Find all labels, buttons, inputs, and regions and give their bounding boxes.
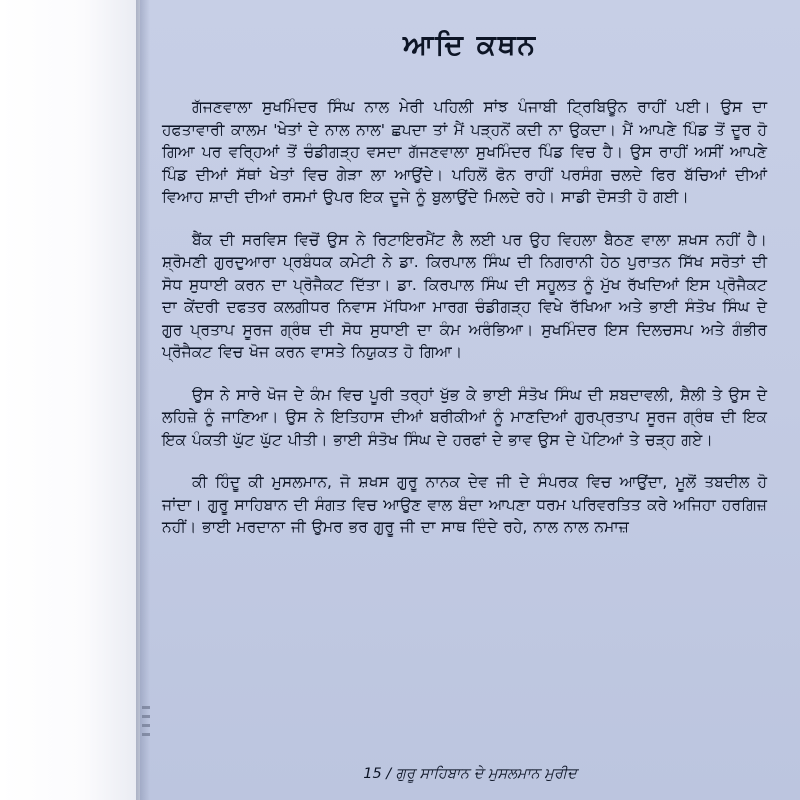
paragraph-3: ਉਸ ਨੇ ਸਾਰੇ ਖੋਜ ਦੇ ਕੰਮ ਵਿਚ ਪੂਰੀ ਤਰ੍ਹਾਂ ਖੁੱਭ ਕੇ ਭਾਈ ਸੰਤੋਖ ਸਿੰਘ ਦੀ ਸ਼ਬਦਾਵਲੀ, ਸ਼ੈਲੀ ਤੇ ਉਸ ਦੇ ਲਹਿਜ਼ੇ ਨੂੰ ਜਾਣਿਆ। ਉਸ ਨੇ ਇਤਿਹਾਸ ਦੀਆਂ ਬਰੀਕੀਆਂ ਨੂੰ ਮਾਣਦਿਆਂ ਗੁਰਪ੍ਰਤਾਪ ਸੂਰਜ ਗ੍ਰੰਥ ਦੀ ਇਕ ਇਕ ਪੰਕਤੀ ਘੁੱਟ ਘੁੱਟ ਪੀਤੀ। ਭਾਈ ਸੰਤੋਖ ਸਿੰਘ ਦੇ ਹਰਫਾਂ ਦੇ ਭਾਵ ਉਸ ਦੇ ਪੋਟਿਆਂ ਤੇ ਚੜ੍ਹ ਗਏ।: [162, 385, 767, 449]
facing-page-edge: [0, 0, 140, 800]
page-edge-marks: [140, 700, 152, 790]
chapter-title: ਆਦਿ ਕਥਨ: [402, 28, 538, 61]
book-page: [140, 0, 800, 800]
page-body: [162, 96, 767, 559]
paragraph-2: ਬੈਂਕ ਦੀ ਸਰਵਿਸ ਵਿਚੋਂ ਉਸ ਨੇ ਰਿਟਾਇਰਮੈਂਟ ਲੈ ਲਈ ਪਰ ਉਹ ਵਿਹਲਾ ਬੈਠਣ ਵਾਲਾ ਸ਼ਖਸ ਨਹੀਂ ਹੈ। ਸ਼੍ਰੋਮਣੀ ਗੁਰਦੁਆਰਾ ਪ੍ਰਬੰਧਕ ਕਮੇਟੀ ਨੇ ਡਾ. ਕਿਰਪਾਲ ਸਿੰਘ ਦੀ ਨਿਗਰਾਨੀ ਹੇਠ ਪੁਰਾਤਨ ਸਿੱਖ ਸਰੋਤਾਂ ਦੀ ਸੋਧ ਸੁਧਾਈ ਕਰਨ ਦਾ ਪ੍ਰੋਜੈਕਟ ਦਿੱਤਾ। ਡਾ. ਕਿਰਪਾਲ ਸਿੰਘ ਦੀ ਸਹੂਲਤ ਨੂੰ ਮੁੱਖ ਰੱਖਦਿਆਂ ਇਸ ਪ੍ਰੋਜੈਕਟ ਦਾ ਕੇਂਦਰੀ ਦਫਤਰ ਕਲਗੀਧਰ ਨਿਵਾਸ ਮੱਧਿਆ ਮਾਰਗ ਚੰਡੀਗੜ੍ਹ ਵਿਖੇ ਰੱਖਿਆ ਅਤੇ ਭਾਈ ਸੰਤੋਖ ਸਿੰਘ ਦੇ ਗੁਰ ਪ੍ਰਤਾਪ ਸੂਰਜ ਗ੍ਰੰਥ ਦੀ ਸੋਧ ਸੁਧਾਈ ਦਾ ਕੰਮ ਅਰੰਭਿਆ। ਸੁਖਮਿੰਦਰ ਇਸ ਦਿਲਚਸਪ ਅਤੇ ਗੰਭੀਰ ਪ੍ਰੋਜੈਕਟ ਵਿਚ ਖੋਜ ਕਰਨ ਵਾਸਤੇ ਨਿਯੁਕਤ ਹੋ ਗਿਆ।: [162, 230, 767, 361]
page-footer: 15 / ਗੁਰੂ ਸਾਹਿਬਾਨ ਦੇ ਮੁਸਲਮਾਨ ਮੁਰੀਦ: [363, 766, 577, 782]
paragraph-1: ਗੱਜਣਵਾਲਾ ਸੁਖਮਿੰਦਰ ਸਿੰਘ ਨਾਲ ਮੇਰੀ ਪਹਿਲੀ ਸਾਂਝ ਪੰਜਾਬੀ ਟ੍ਰਿਬਿਊਨ ਰਾਹੀਂ ਪਈ। ਉਸ ਦਾ ਹਫਤਾਵਾਰੀ ਕਾਲਮ 'ਖੇਤਾਂ ਦੇ ਨਾਲ ਨਾਲ' ਛਪਦਾ ਤਾਂ ਮੈਂ ਪੜ੍ਹਨੋਂ ਕਦੀ ਨਾ ਉਕਦਾ। ਮੈਂ ਆਪਣੇ ਪਿੰਡ ਤੋਂ ਦੂਰ ਹੋ ਗਿਆ ਪਰ ਵਰ੍ਹਿਆਂ ਤੋਂ ਚੰਡੀਗੜ੍ਹ ਵਸਦਾ ਗੱਜਣਵਾਲਾ ਸੁਖਮਿੰਦਰ ਪਿੰਡ ਵਿਚ ਹੈ। ਉਸ ਰਾਹੀਂ ਅਸੀਂ ਆਪਣੇ ਪਿੰਡ ਦੀਆਂ ਸੱਥਾਂ ਖੇਤਾਂ ਵਿਚ ਗੇੜਾ ਲਾ ਆਉਂਦੇ। ਪਹਿਲੋਂ ਫੋਨ ਰਾਹੀਂ ਪਰਸੰਗ ਚਲਦੇ ਫਿਰ ਬੱਚਿਆਂ ਦੀਆਂ ਵਿਆਹ ਸ਼ਾਦੀ ਦੀਆਂ ਰਸਮਾਂ ਉਪਰ ਇਕ ਦੂਜੇ ਨੂੰ ਬੁਲਾਉਂਦੇ ਮਿਲਦੇ ਰਹੇ। ਸਾਡੀ ਦੋਸਤੀ ਹੋ ਗਈ।: [162, 98, 767, 206]
page-binding-shadow: [136, 0, 150, 800]
paragraph-4: ਕੀ ਹਿੰਦੂ ਕੀ ਮੁਸਲਮਾਨ, ਜੋ ਸ਼ਖਸ ਗੁਰੂ ਨਾਨਕ ਦੇਵ ਜੀ ਦੇ ਸੰਪਰਕ ਵਿਚ ਆਉਂਦਾ, ਮੂਲੋਂ ਤਬਦੀਲ ਹੋ ਜਾਂਦਾ। ਗੁਰੂ ਸਾਹਿਬਾਨ ਦੀ ਸੰਗਤ ਵਿਚ ਆਉਣ ਵਾਲ ਬੰਦਾ ਆਪਣਾ ਧਰਮ ਪਰਿਵਰਤਿਤ ਕਰੇ ਅਜਿਹਾ ਹਰਗਿਜ਼ ਨਹੀਂ। ਭਾਈ ਮਰਦਾਨਾ ਜੀ ਉਮਰ ਭਰ ਗੁਰੂ ਜੀ ਦਾ ਸਾਥ ਦਿੰਦੇ ਰਹੇ, ਨਾਲ ਨਾਲ ਨਮਾਜ਼: [162, 473, 767, 536]
